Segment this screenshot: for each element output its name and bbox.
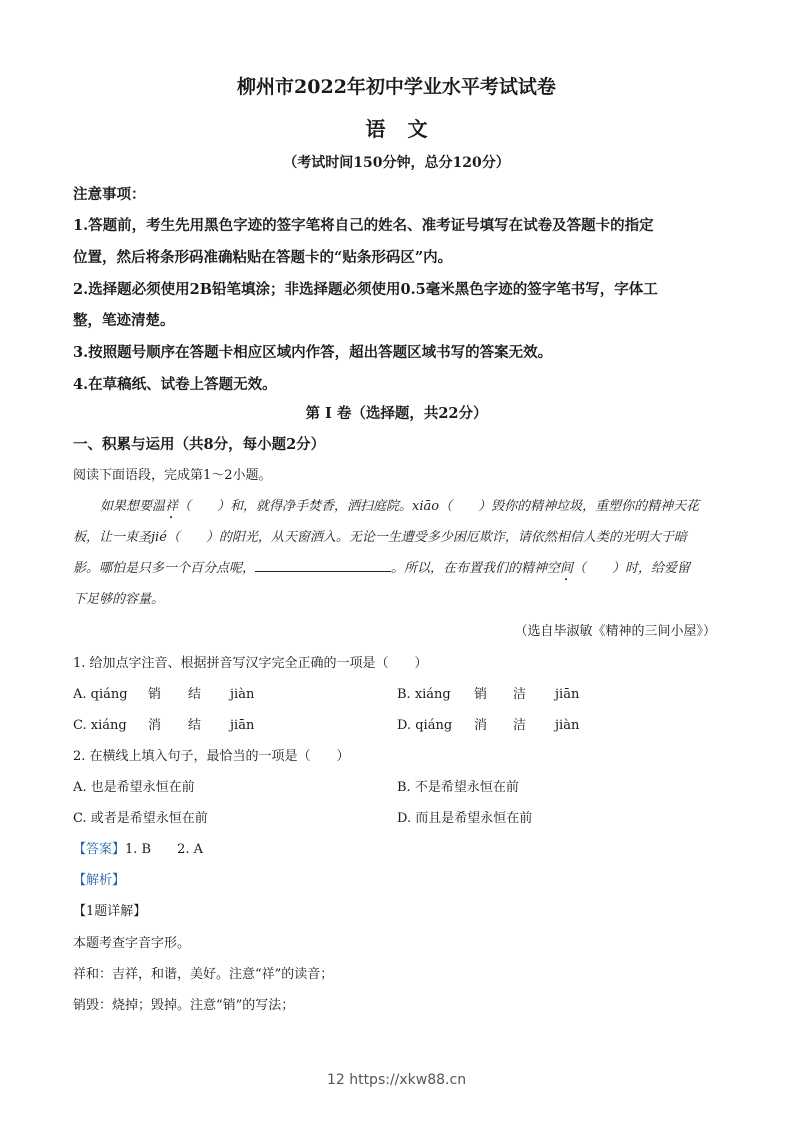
question-2-stem: 2. 在横线上填入句子，最恰当的一项是（ ） — [73, 749, 350, 764]
question-2-option-d: D. 而且是希望永恒在前 — [397, 811, 533, 826]
passage-text: 影。哪怕是只多一个百分点呢， — [73, 561, 256, 576]
option-pinyin: jiàn — [230, 687, 255, 702]
exam-info: （考试时间150分钟，总分120分） — [283, 155, 510, 171]
notice-item-1-line-2: 位置，然后将条形码准确粘贴在答题卡的“贴条形码区”内。 — [73, 249, 453, 266]
analysis-line-1: 本题考查字音字形。 — [73, 936, 191, 951]
dotted-character: 间 — [560, 561, 574, 576]
option-pinyin: C. xiáng — [73, 718, 127, 733]
part-title: 一、积累与运用（共8分，每小题2分） — [73, 436, 326, 453]
option-char: 结 — [188, 687, 202, 702]
notice-item-4: 4.在草稿纸、试卷上答题无效。 — [73, 376, 277, 393]
option-char: 消 — [474, 718, 488, 733]
question-1-stem: 1. 给加点字注音、根据拼音写汉字完全正确的一项是（ ） — [73, 656, 428, 671]
notice-item-1-line-1: 1.答题前，考生先用黑色字迹的签字笔将自己的姓名、准考证号填写在试卷及答题卡的指定 — [73, 217, 654, 234]
reading-instruction: 阅读下面语段，完成第1～2小题。 — [73, 468, 272, 483]
question-1-option-a — [73, 683, 254, 702]
analysis-line-2: 祥和：吉祥，和谐，美好。注意“祥”的读音； — [73, 967, 334, 982]
subject-title: 语文 — [365, 117, 450, 141]
question-2-option-c: C. 或者是希望永恒在前 — [73, 811, 208, 826]
option-char: 洁 — [513, 718, 527, 733]
question-2-option-b: B. 不是希望永恒在前 — [397, 780, 519, 795]
option-char: 销 — [474, 687, 488, 702]
option-char: 消 — [148, 718, 162, 733]
section-title: 第 Ⅰ 卷（选择题，共22分） — [305, 405, 488, 422]
page-footer: 12 https://xkw88.cn — [326, 1072, 467, 1088]
option-char: 结 — [188, 718, 202, 733]
answer-2: 2. A — [177, 842, 204, 857]
answer-line — [73, 838, 203, 857]
option-pinyin: jiān — [555, 687, 580, 702]
exam-title: 柳州市2022年初中学业水平考试试卷 — [237, 76, 556, 98]
passage-text: 。所以，在布置我们的精神空 — [391, 561, 561, 576]
question-2-option-a: A. 也是希望永恒在前 — [73, 780, 195, 795]
passage-line-4: 下足够的容量。 — [73, 592, 165, 607]
question-1-option-b — [397, 683, 579, 702]
notice-item-2-line-1: 2.选择题必须使用2B铅笔填涂；非选择题必须使用0.5毫米黑色字迹的签字笔书写，字体工 — [73, 281, 658, 298]
option-char: 销 — [148, 687, 162, 702]
passage-line-1 — [100, 495, 699, 522]
option-pinyin: jiān — [230, 718, 255, 733]
notice-heading: 注意事项： — [73, 186, 146, 203]
passage-line-3 — [73, 557, 690, 584]
answer-tag: 【答案】 — [73, 842, 126, 857]
fill-in-blank — [255, 558, 391, 572]
option-pinyin: A. qiáng — [73, 687, 128, 702]
passage-source: （选自毕淑敏《精神的三间小屋》） — [514, 624, 716, 639]
option-pinyin: B. xiáng — [397, 687, 451, 702]
option-pinyin: jiàn — [555, 718, 580, 733]
question-1-option-c — [73, 714, 254, 733]
analysis-line-3: 销毁：烧掉；毁掉。注意“销”的写法； — [73, 998, 295, 1013]
dotted-character: 祥 — [165, 499, 179, 514]
notice-item-3: 3.按照题号顺序在答题卡相应区域内作答，超出答题区域书写的答案无效。 — [73, 344, 553, 361]
answer-1: 1. B — [125, 842, 152, 857]
passage-text: 如果想要温 — [100, 499, 166, 514]
analysis-tag: 【解析】 — [73, 873, 126, 888]
option-pinyin: D. qiáng — [397, 718, 453, 733]
passage-text: （ ）和，就得净手焚香，洒扫庭院。xiāo（ ）毁你的精神垃圾，重塑你的精神天花 — [178, 499, 700, 514]
question-1-detail-heading: 【1题详解】 — [73, 904, 147, 919]
notice-item-2-line-2: 整，笔迹清楚。 — [73, 312, 175, 329]
passage-line-2: 板，让一束圣jié（ ）的阳光，从天窗洒入。无论一生遭受多少困厄欺诈，请依然相信人类的光明大于暗 — [73, 530, 687, 545]
question-1-option-d — [397, 714, 579, 733]
passage-text: （ ）时，给爱留 — [573, 561, 691, 576]
option-char: 洁 — [513, 687, 527, 702]
